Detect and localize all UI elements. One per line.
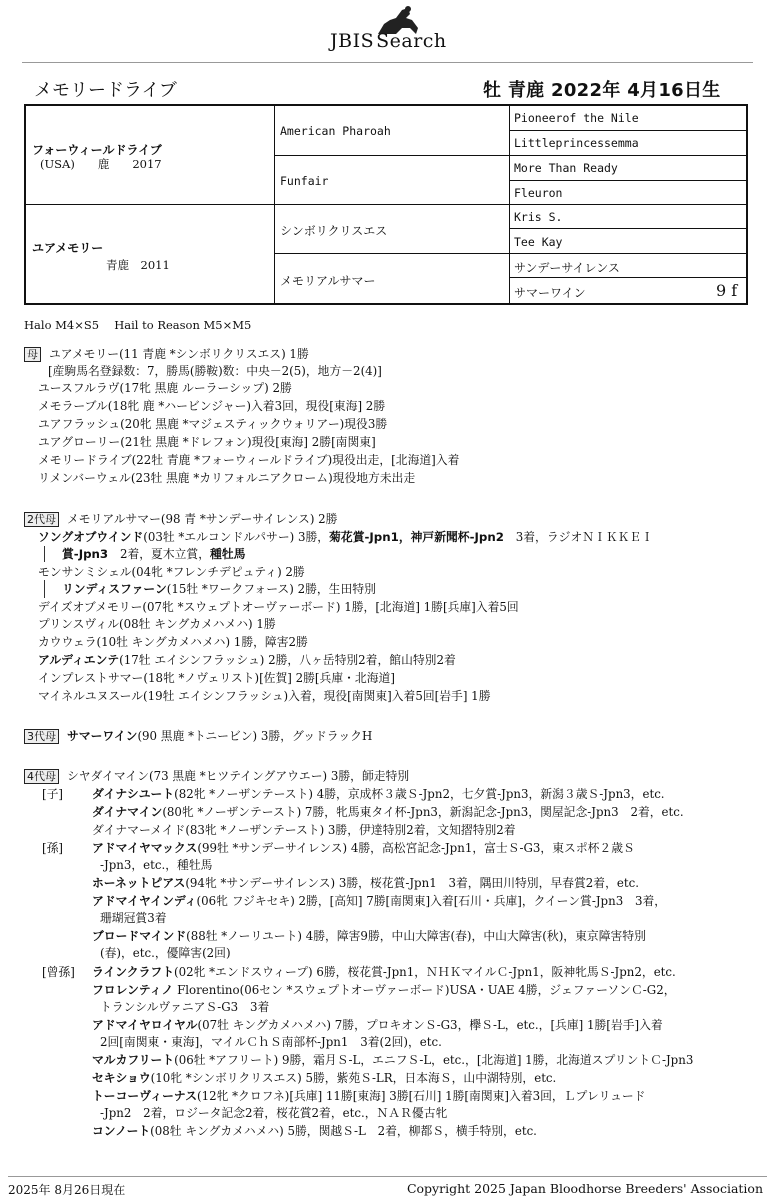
dam-name[interactable]: ユアメモリー [32, 241, 104, 255]
header-divider [22, 62, 753, 63]
dam-foal-2: メモラーブル(18牝 鹿 *ハービンジャー)入着3回，現役[東海] 2勝 [38, 399, 386, 413]
g3-line: 3代母 サマーワイン(90 黒鹿 *トニービン) 3勝，グッドラックH [24, 728, 372, 744]
g4-line-4: アドマイヤマックス(99牡 *サンデーサイレンス) 4勝，高松宮記念-Jpn1，富士Ｓ-G3，東スポ杯２歳Ｓ [92, 841, 635, 855]
g3-2[interactable]: Littleprincessemma [514, 136, 639, 150]
g2-line-2: 賞-Jpn3 2着，夏木立賞，種牡馬 [62, 547, 246, 561]
sire-sire[interactable]: American Pharoah [280, 124, 391, 138]
g4-line-7: アドマイヤインディ(06牝 フジキセキ) 2勝，[高知] 7勝[南関東]入着[石川・兵庫]，クイーン賞-Jpn3 3着， [92, 894, 667, 908]
pedigree-table [24, 104, 748, 305]
dam-first-line: 母 ユアメモリー(11 青鹿 *シンボリクリスエス) 1勝 [24, 346, 309, 362]
g4-line-14: アドマイヤロイヤル(07牡 キングカメハメハ) 7勝，プロキオンＳ-G3，欅Ｓ-L，etc.，[兵庫] 1勝[岩手]入着 [92, 1018, 663, 1032]
g4-line-1: ダイナシユート(82牝 *ノーザンテースト) 4勝，京成杯３歳Ｓ-Jpn2，七夕賞-Jpn3，新潟３歳Ｓ-Jpn3，etc. [92, 787, 665, 801]
sire-dam[interactable]: Funfair [280, 174, 329, 188]
g2-line-8: アルディエンテ(17牡 エイシンフラッシュ) 2勝，八ヶ岳特別2着，館山特別2着 [38, 653, 456, 667]
dam-dam[interactable]: メモリアルサマー [280, 274, 376, 288]
dam-foal-3: ユアフラッシュ(20牝 黒鹿 *マジェスティックウォリアー)現役3勝 [38, 417, 388, 431]
as-of-date: 2025年 8月26日現在 [8, 1183, 126, 1197]
logo-search: Search [376, 30, 447, 52]
logo-jbis: JBIS [330, 30, 375, 52]
inbreeding-note: Halo M4×S5 Hail to Reason M5×M5 [24, 318, 252, 332]
copyright: Copyright 2025 Japan Bloodhorse Breeders' Association [406, 1181, 763, 1196]
dam-sire[interactable]: シンボリクリスエス [280, 224, 388, 238]
g4-line-12: フロレンティノ Florentino(06セン *スウェプトオーヴァーボード)USA・UAE 4勝，ジェファーソンＣ-G2， [92, 983, 676, 997]
dam-foal-4: ユアグローリー(21牡 黒鹿 *ドレフォン)現役[東海] 2勝[南関東] [38, 435, 376, 449]
g4-line-15: 2回[南関東・東海]，マイルＣｈＳ南部杯-Jpn1 3着(2回)，etc. [100, 1035, 442, 1049]
g4-line-19: -Jpn2 2着，ロジータ記念2着，桜花賞2着，etc.，ＮＡＲ優古牝 [100, 1106, 448, 1120]
g2-line-7: カウウェラ(10牡 キングカメハメハ) 1勝，障害2勝 [38, 635, 308, 649]
dam-detail: 青鹿 2011 [106, 258, 170, 272]
g3-6[interactable]: Tee Kay [514, 235, 563, 249]
g4-line-18: トーコーヴィーナス(12牝 *クロフネ)[兵庫] 11勝[東海] 3勝[石川] 1勝[南関東]入着3回，Ｌプレリュード [92, 1089, 646, 1103]
label-himago: [曾孫] [42, 965, 75, 979]
dam-produce-summary: [産駒馬名登録数：7，勝馬(勝鞍)数：中央－2(5)，地方－2(4)] [48, 364, 382, 378]
label-mago: [孫] [42, 841, 64, 855]
g3-1[interactable]: Pioneerof the Nile [514, 111, 639, 125]
jbis-search-logo [326, 6, 466, 58]
g2-first-line: 2代母 メモリアルサマー(98 青 *サンデーサイレンス) 2勝 [24, 511, 337, 527]
g2-line-4: リンディスファーン(15牡 *ワークフォース) 2勝，生田特別 [62, 582, 376, 596]
sire-detail: (USA) 鹿 2017 [40, 157, 162, 171]
g4-line-11: ラインクラフト(02牝 *エンドスウィープ) 6勝，桜花賞-Jpn1，ＮＨＫマイルＣ-Jpn1，阪神牝馬Ｓ-Jpn2，etc. [92, 965, 676, 979]
g3-3[interactable]: More Than Ready [514, 161, 618, 175]
g4-line-6: ホーネットピアス(94牝 *サンデーサイレンス) 3勝，桜花賞-Jpn1 3着，隅田川特別，早春賞2着，etc. [92, 876, 639, 890]
horse-name: メモリードライブ [34, 80, 177, 101]
dam-tag: 母 [24, 347, 41, 362]
g2-line-3: モンサンミシェル(04牝 *フレンチデピュティ) 2勝 [38, 565, 305, 579]
dam-foal-5: メモリードライブ(22牡 青鹿 *フォーウィールドライブ)現役出走，[北海道]入着 [38, 453, 460, 467]
g4-line-5: -Jpn3，etc.，種牡馬 [100, 858, 213, 872]
g4-line-17: セキショウ(10牝 *シンボリクリスエス) 5勝，紫苑Ｓ-LR，日本海Ｓ，山中湖特別，etc. [92, 1071, 557, 1085]
g3-5[interactable]: Kris S. [514, 210, 563, 224]
g4-tag: 4代母 [24, 769, 59, 784]
g4-line-13: トランシルヴァニアＳ-G3 3着 [100, 1000, 270, 1014]
dam-foal-6: リメンバーウェル(23牡 黒鹿 *カリフォルニアクローム)現役地方未出走 [38, 471, 416, 485]
g4-line-20: コンノート(08牡 キングカメハメハ) 5勝，関越Ｓ-L 2着，柳都Ｓ，横手特別，etc. [92, 1124, 537, 1138]
g4-first-line: 4代母 シヤダイマイン(73 黒鹿 *ヒツテイングアウエー) 3勝，師走特別 [24, 768, 409, 784]
g2-line-6: プリンスヴィル(08牡 キングカメハメハ) 1勝 [38, 617, 276, 631]
g4-line-2: ダイナマイン(80牝 *ノーザンテースト) 7勝，牝馬東タイ杯-Jpn3，新潟記念-Jpn3，関屋記念-Jpn3 2着，etc. [92, 805, 684, 819]
g4-line-8: 珊瑚冠賞3着 [100, 911, 167, 925]
indent-bar [44, 580, 45, 598]
indent-bar [44, 546, 45, 562]
g2-line-1: ソングオブウインド(03牡 *エルコンドルパサー) 3勝，菊花賞-Jpn1，神戸新聞杯-Jpn2 3着，ラジオＮＩＫＫＥＩ [38, 530, 654, 544]
g2-line-9: インプレストサマー(18牝 *ノヴェリスト)[佐賀] 2勝[兵庫・北海道] [38, 671, 395, 685]
label-ko: [子] [42, 787, 64, 801]
sire-name[interactable]: フォーウィールドライブ [32, 143, 162, 157]
g2-line-5: デイズオブメモリー(07牝 *スウェプトオーヴァーボード) 1勝，[北海道] 1勝[兵庫]入着5回 [38, 600, 519, 614]
g4-line-3: ダイナマーメイド(83牝 *ノーザンテースト) 3勝，伊達特別2着，文知摺特別2着 [92, 823, 516, 837]
g4-line-10: (春)，etc.，優障害(2回) [100, 946, 231, 960]
g4-line-16: マルカフリート(06牡 *アフリート) 9勝，霜月Ｓ-L，エニフＳ-L，etc.，[北海道] 1勝，北海道スプリントＣ-Jpn3 [92, 1053, 694, 1067]
footer-divider [8, 1176, 767, 1177]
dam-foal-1: ユースフルラヴ(17牝 黒鹿 ルーラーシップ) 2勝 [38, 381, 292, 395]
g2-tag: 2代母 [24, 512, 59, 527]
g3-8[interactable]: サマーワイン [514, 286, 586, 300]
g2-line-10: マイネルユヌスール(19牡 エイシンフラッシュ)入着，現役[南関東]入着5回[岩手] 1勝 [38, 689, 491, 703]
horse-info: 牡 青鹿 2022年 4月16日生 [483, 80, 721, 101]
g3-tag: 3代母 [24, 729, 59, 744]
g3-7[interactable]: サンデーサイレンス [514, 261, 620, 275]
g3-4[interactable]: Fleuron [514, 186, 563, 200]
inbreed-code: 9 f [716, 281, 738, 300]
g4-line-9: ブロードマインド(88牡 *ノーリユート) 4勝，障害9勝，中山大障害(春)，中山大障害(秋)，東京障害特別 [92, 929, 646, 943]
